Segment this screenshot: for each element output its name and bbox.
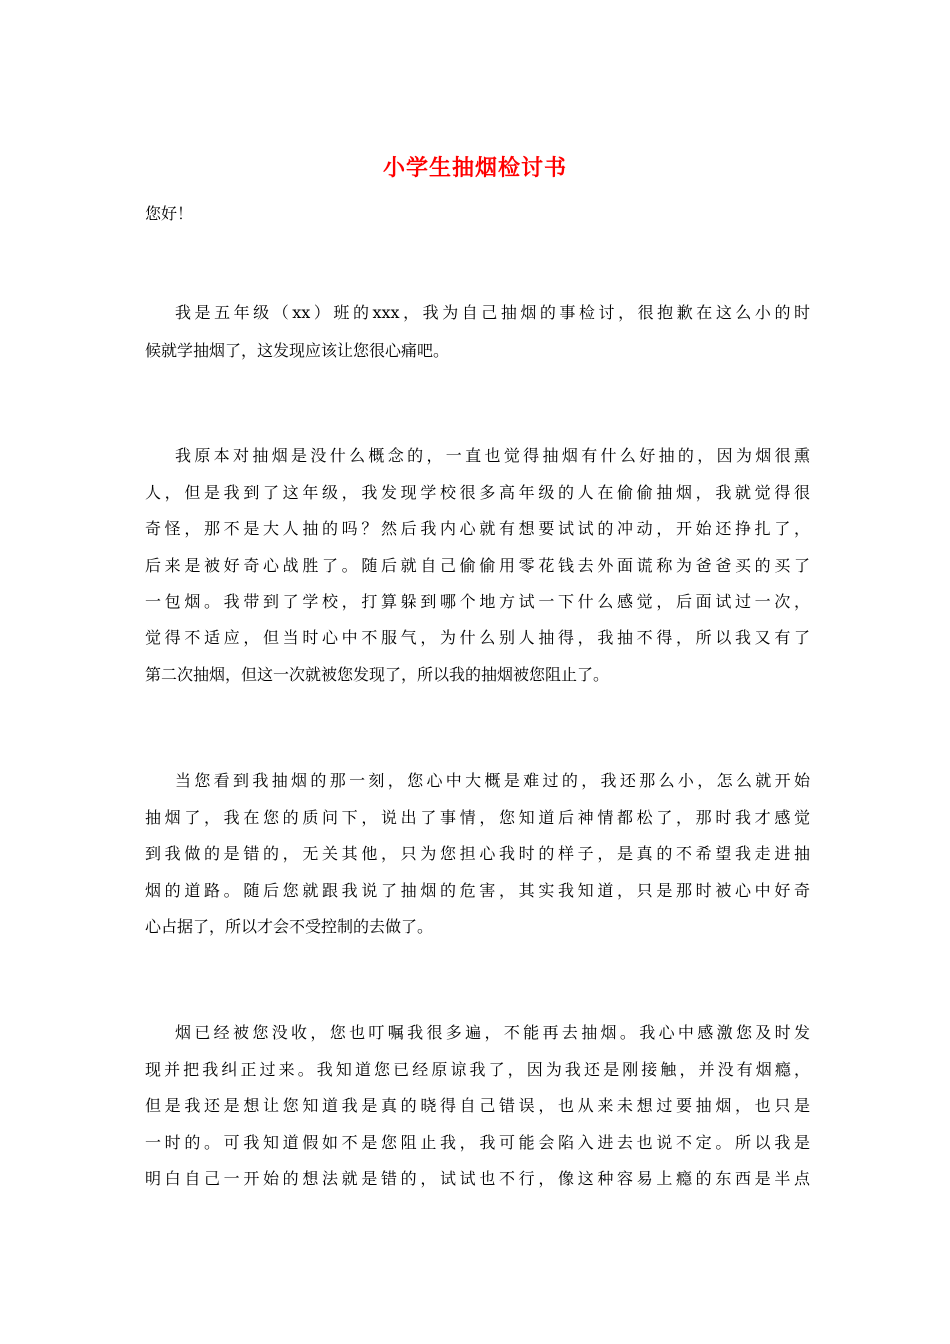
- paragraph-2-line-2: 人，但是我到了这年级，我发现学校很多高年级的人在偷偷抽烟，我就觉得很: [145, 483, 810, 502]
- paragraph-3-line-4: 烟的道路。随后您就跟我说了抽烟的危害，其实我知道，只是那时被心中好奇: [145, 881, 810, 900]
- paragraph-4-line-2: 现并把我纠正过来。我知道您已经原谅我了，因为我还是刚接触，并没有烟瘾，: [145, 1060, 810, 1079]
- paragraph-2-line-1: 我原本对抽烟是没什么概念的，一直也觉得抽烟有什么好抽的，因为烟很熏: [175, 446, 810, 465]
- paragraph-2-line-7: 第二次抽烟，但这一次就被您发现了，所以我的抽烟被您阻止了。: [145, 665, 610, 684]
- paragraph-3-line-2: 抽烟了，我在您的质问下，说出了事情，您知道后神情都松了，那时我才感觉: [145, 808, 810, 827]
- paragraph-4-line-5: 明白自己一开始的想法就是错的，试试也不行，像这种容易上瘾的东西是半点: [145, 1169, 810, 1188]
- paragraph-2-line-4: 后来是被好奇心战胜了。随后就自己偷偷用零花钱去外面谎称为爸爸买的买了: [145, 556, 810, 575]
- paragraph-2-line-5: 一包烟。我带到了学校，打算躲到哪个地方试一下什么感觉，后面试过一次，: [145, 592, 810, 611]
- paragraph-3-line-1: 当您看到我抽烟的那一刻，您心中大概是难过的，我还那么小，怎么就开始: [175, 771, 810, 790]
- paragraph-4-line-3: 但是我还是想让您知道我是真的晓得自己错误，也从来未想过要抽烟，也只是: [145, 1096, 810, 1115]
- paragraph-1-line-2: 候就学抽烟了，这发现应该让您很心痛吧。: [145, 341, 450, 360]
- paragraph-3-line-5: 心占据了，所以才会不受控制的去做了。: [145, 917, 434, 936]
- paragraph-2-line-6: 觉得不适应，但当时心中不服气，为什么别人抽得，我抽不得，所以我又有了: [145, 628, 810, 647]
- paragraph-4-line-1: 烟已经被您没收，您也叮嘱我很多遍，不能再去抽烟。我心中感激您及时发: [175, 1023, 810, 1042]
- paragraph-4-line-4: 一时的。可我知道假如不是您阻止我，我可能会陷入进去也说不定。所以我是: [145, 1133, 810, 1152]
- paragraph-3-line-3: 到我做的是错的，无关其他，只为您担心我时的样子，是真的不希望我走进抽: [145, 844, 810, 863]
- document-title: 小学生抽烟检讨书: [382, 155, 567, 181]
- paragraph-1-line-1: 我是五年级（xx）班的xxx，我为自己抽烟的事检讨，很抱歉在这么小的时: [175, 303, 810, 322]
- paragraph-2-line-3: 奇怪，那不是大人抽的吗？然后我内心就有想要试试的冲动，开始还挣扎了，: [145, 519, 810, 538]
- greeting: 您好！: [145, 204, 194, 223]
